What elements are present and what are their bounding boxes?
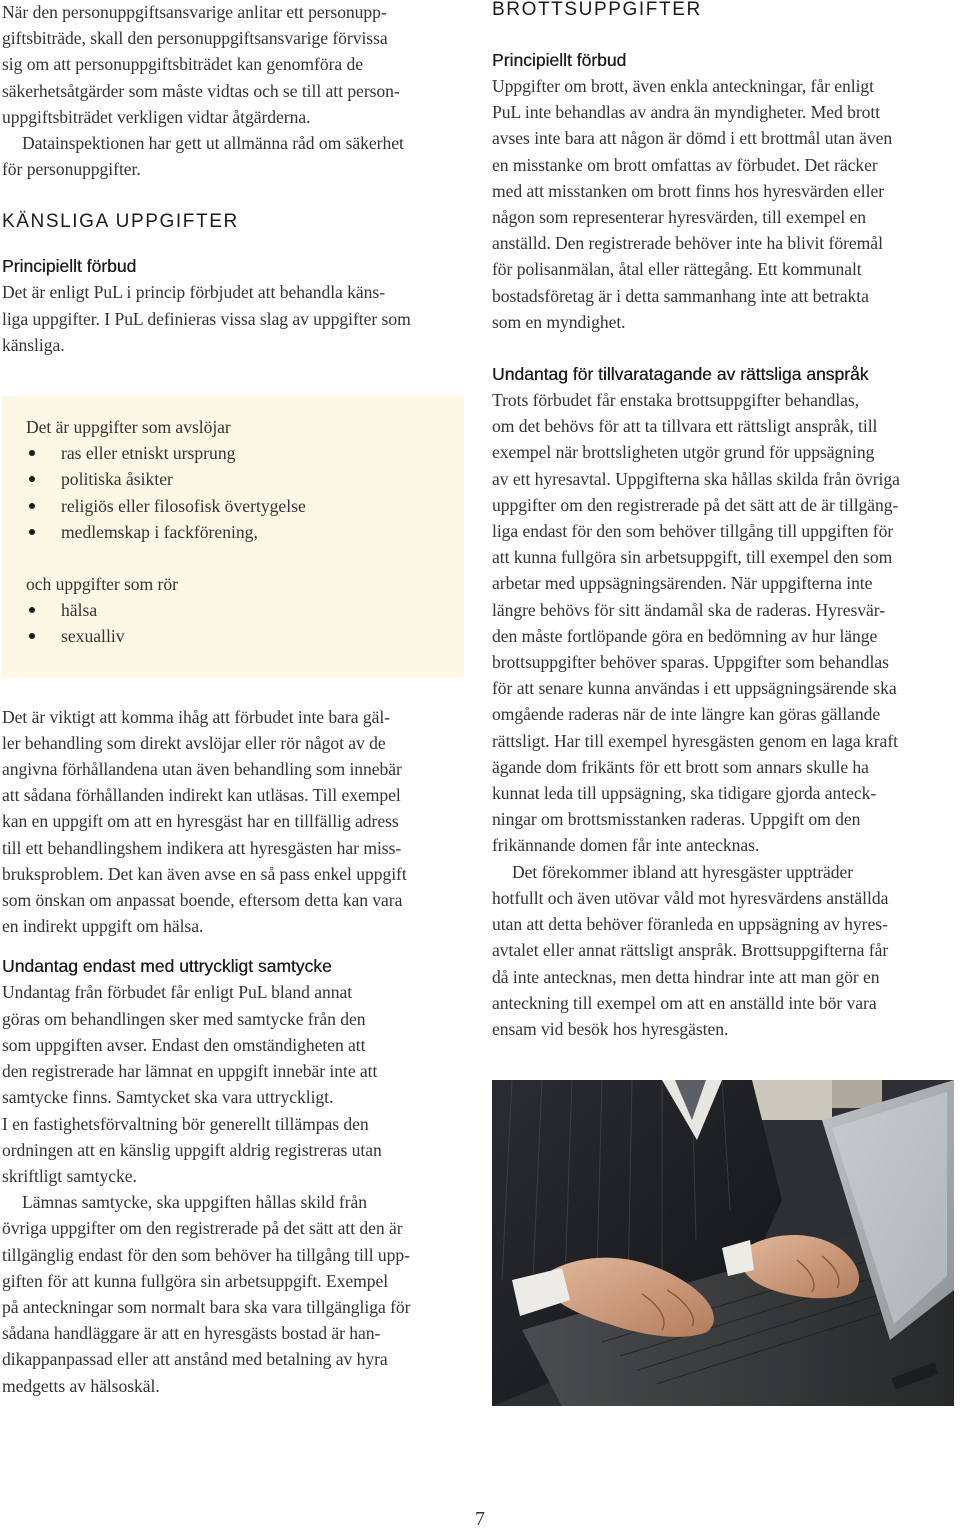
subheading-principle-ban: Principiellt förbud xyxy=(2,256,137,277)
subheading-consent-exception: Undantag endast med uttryckligt samtycke xyxy=(2,956,332,977)
page-number: 7 xyxy=(475,1508,485,1530)
list-item: religiös eller filosofisk övertygelse xyxy=(26,493,440,519)
list-item: ras eller etniskt ursprung xyxy=(26,440,440,466)
box-lead-reveals: Det är uppgifter som avslöjar xyxy=(26,417,231,438)
bullet-icon xyxy=(29,529,35,535)
list-item: sexualliv xyxy=(26,623,440,649)
list-item: medlemskap i fackförening, xyxy=(26,519,440,545)
bullet-icon xyxy=(29,450,35,456)
bullet-icon xyxy=(29,476,35,482)
sensitive-intro-paragraph: Det är enligt PuL i princip förbjudet att behandla käns- liga uppgifter. I PuL definieras vissa slag av uppgifter som känsliga. xyxy=(2,282,411,355)
sensitive-data-box xyxy=(2,396,464,678)
consent-paragraph-2: Lämnas samtycke, ska uppgiften hållas skild från övriga uppgifter om den registrerade på det sätt att den är tillgänglig endast för den som behöver ha tillgång till upp- giften för att kunna fullgöra sin arbetsuppgift. Exempel på anteckningar som normalt bara ska vara tillgängliga för sådana handläggare är att en hyresgästs bostad är han- dikappanpassad eller att anstånd med betalning av hyra medgetts av hälsoskäl. xyxy=(2,1192,411,1396)
laptop-typing-photo xyxy=(492,1080,954,1406)
left-column xyxy=(2,0,464,1399)
list-item: hälsa xyxy=(26,597,440,623)
bullet-icon xyxy=(29,633,35,639)
threats-paragraph: Det förekommer ibland att hyresgäster uppträder hotfullt och även utövar våld mot hyresvärdens anställda utan att detta behöver föranleda en uppsägning av hyres- avtalet eller annat rättsligt anspråk. Brottsuppgifterna får då inte antecknas, men detta hindrar inte att man gör en anteckning till exempel om att en anställd inte bör vara ensam vid besök hos hyresgästen. xyxy=(492,861,889,1039)
sensitive-explanation-paragraph: Det är viktigt att komma ihåg att förbudet inte bara gäl- ler behandling som direkt avslöjar eller rör något av de angivna förhållandena utan även behandling som innebär att sådana förhållanden indirekt kan utläsas. Till exempel kan en uppgift om att en hyresgäst har en tillfällig adress till ett behandlingshem indikera att hyresgästen har miss- bruksproblem. Det kan även avse en så pass enkel uppgift som önskan om anpassat boende, eftersom detta kan vara en indirekt uppgift om hälsa. xyxy=(2,706,407,937)
intro-paragraph-2: Datainspektionen har gett ut allmänna råd om säkerhet för personuppgifter. xyxy=(2,133,404,180)
bullet-icon xyxy=(29,607,35,613)
crime-intro-paragraph: Uppgifter om brott, även enkla anteckningar, får enligt PuL inte behandlas av andra än myndigheter. Med brott avses inte bara att någon är dömd i ett brottmål utan även en misstanke om brott omfattas av förbudet. Det räcker med att misstanken om brott finns hos hyresvärden eller någon som representerar hyresvärden, till exempel en anställd. Den registrerade behöver inte ha blivit föremål för polisanmälan, åtal eller rättegång. Ett kommunalt bostadsföretag är i detta sammanhang inte att betrakta som en myndighet. xyxy=(492,76,893,332)
section-heading-sensitive: KÄNSLIGA UPPGIFTER xyxy=(2,211,239,233)
consent-paragraph: Undantag från förbudet får enligt PuL bland annat göras om behandlingen sker med samtycke från den som uppgiften avser. Endast den omständigheten att den registrerade har lämnat en uppgift innebär inte att samtycke finns. Samtycket ska vara uttryckligt. I en fastighetsförvaltning bör generellt tillämpas den ordningen att en känslig uppgift aldrig registreras utan skriftligt samtycke. xyxy=(2,982,382,1186)
reveals-list xyxy=(26,440,440,545)
bullet-icon xyxy=(29,503,35,509)
box-lead-concerns: och uppgifter som rör xyxy=(26,574,178,595)
list-item: politiska åsikter xyxy=(26,466,440,492)
intro-paragraph: När den personuppgiftsansvarige anlitar ett personupp- giftsbiträde, skall den personuppgiftsansvarige förvissa sig om att personuppgiftsbiträdet kan genomföra de säkerhetsåtgärder som måste vidtas och se till att person- uppgiftsbiträdet verkligen vidtar åtgärderna. xyxy=(2,2,400,127)
photo-illustration xyxy=(492,1080,954,1406)
legal-claims-paragraph: Trots förbudet får enstaka brottsuppgifter behandlas, om det behövs för att ta tillvara ett rättsligt anspråk, till exempel när brottsligheten utgör grund för uppsägning av ett hyresavtal. Uppgifterna ska hållas skilda från övriga uppgifter om den registrerade på det sätt att de är tillgäng- liga endast för den som behöver tillgång till uppgiften för att kunna fullgöra sin arbetsuppgift, till exempel den som arbetar med uppsägningsärenden. När uppgifterna inte längre behövs för sitt ändamål ska de raderas. Hyresvär- den måste fortlöpande göra en bedömning av hur länge brottsuppgifter behöver sparas. Uppgifter som behandlas för att senare kunna användas i ett uppsägningsärende ska omgående raderas när de inte längre kan göras gällande rättsligt. Har till exempel hyresgästen genom en laga kraft ägande dom frikänts för ett brott som annars skulle ha kunnat leda till uppsägning, ska tidigare gjorda anteck- ningar om brottsmisstanken raderas. Uppgift om den frikännande domen får inte antecknas. xyxy=(492,390,900,856)
section-heading-crime: BROTTSUPPGIFTER xyxy=(492,0,702,20)
subheading-legal-claims: Undantag för tillvaratagande av rättsliga anspråk xyxy=(492,364,869,385)
concerns-list xyxy=(26,597,440,649)
subheading-principle-ban-crime: Principiellt förbud xyxy=(492,50,627,70)
right-column xyxy=(492,0,954,1042)
